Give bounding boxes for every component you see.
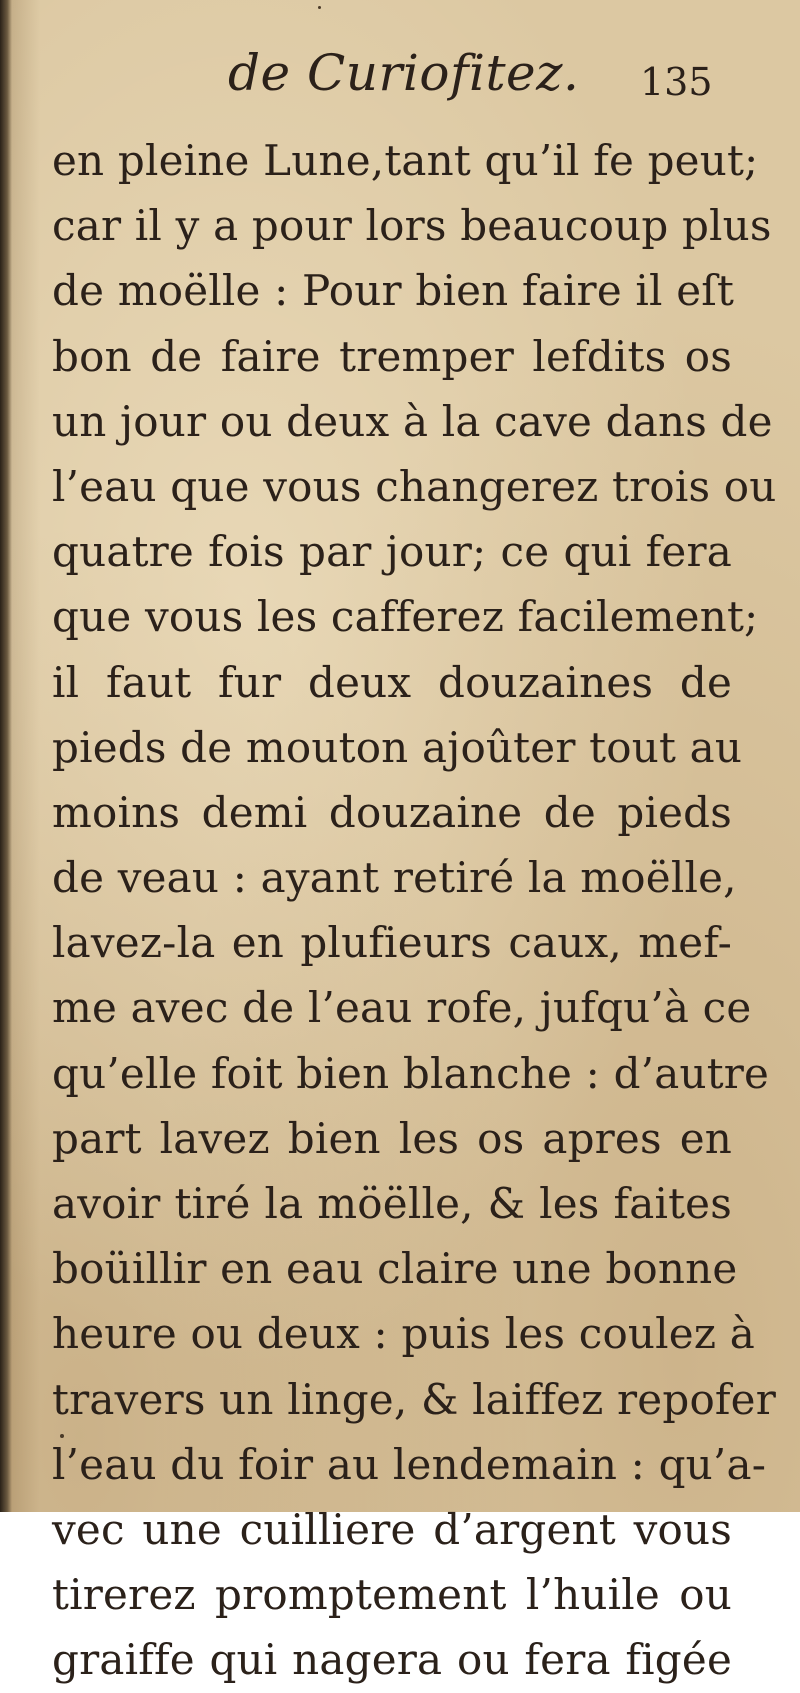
text-line: il faut fur deux douzaines de xyxy=(52,657,732,707)
text-line: que vous les cafferez facilement; xyxy=(52,592,759,642)
text-line: vec une cuilliere d’argent vous xyxy=(52,1504,732,1554)
body-text xyxy=(52,128,777,1693)
text-line: en pleine Lune,tant qu’il fe peut; xyxy=(52,136,759,185)
text-line: de veau : ayant retiré la moëlle, xyxy=(52,853,737,903)
text-line: heure ou deux : puis les coulez à xyxy=(52,1309,755,1359)
paper-speck xyxy=(318,6,321,9)
text-line: graiffe qui nagera ou fera figée xyxy=(52,1635,732,1685)
text-line: bon de faire tremper lefdits os xyxy=(52,331,732,381)
text-line: travers un linge, & laiffez repofer xyxy=(52,1374,777,1424)
paper-speck xyxy=(60,1434,64,1438)
text-line: lavez-la en plufieurs caux, mef- xyxy=(52,918,732,968)
text-line: qu’elle foit bien blanche : d’autre xyxy=(52,1048,770,1098)
text-line: me avec de l’eau rofe, jufqu’à ce xyxy=(52,983,752,1033)
text-line: moins demi douzaine de pieds xyxy=(52,787,732,837)
page-header xyxy=(0,40,800,120)
text-line: un jour ou deux à la cave dans de xyxy=(52,396,773,446)
text-line: quatre fois par jour; ce qui fera xyxy=(52,527,732,577)
text-line: car il y a pour lors beaucoup plus xyxy=(52,201,772,251)
text-line: part lavez bien les os apres en xyxy=(52,1113,732,1163)
running-title: de Curiofitez. xyxy=(228,44,580,102)
page-number: 135 xyxy=(640,60,713,104)
text-line: avoir tiré la möëlle, & les faites xyxy=(52,1179,732,1228)
text-line: tirerez promptement l’huile ou xyxy=(52,1570,732,1620)
page-gutter-shadow xyxy=(0,0,12,1512)
text-line: l’eau du foir au lendemain : qu’a- xyxy=(52,1439,767,1489)
text-line: boüillir en eau claire une bonne xyxy=(52,1244,738,1294)
text-line: pieds de mouton ajoûter tout au xyxy=(52,722,743,772)
text-line: de moëlle : Pour bien faire il eſt xyxy=(52,266,735,316)
text-line: l’eau que vous changerez trois ou xyxy=(52,461,777,511)
